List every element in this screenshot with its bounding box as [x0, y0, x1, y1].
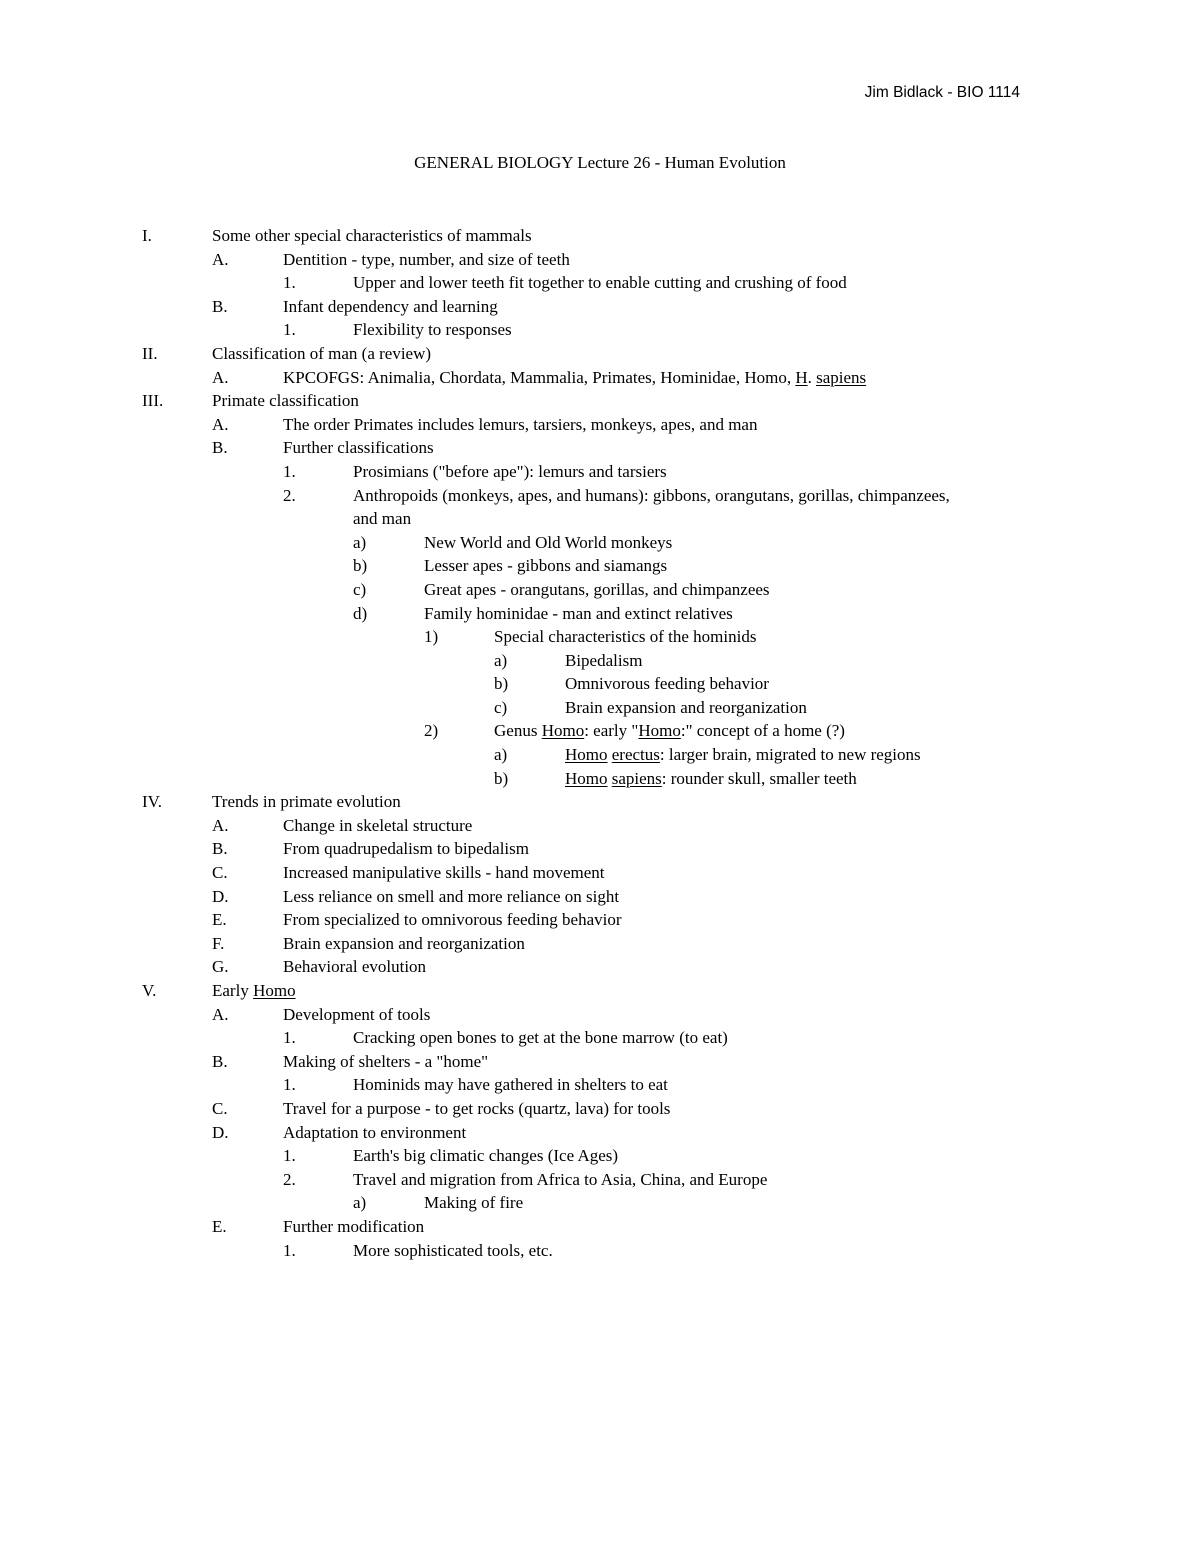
outline-item: [0, 719, 1200, 743]
outline-item-text: [424, 531, 672, 555]
outline-item: [0, 318, 1200, 342]
outline-item-text: [283, 436, 434, 460]
text-segment: Dentition - type, number, and size of teeth: [283, 249, 570, 269]
outline-item: [0, 578, 1200, 602]
text-segment: Further modification: [283, 1216, 425, 1236]
outline-item-text: [283, 248, 570, 272]
outline-item-label: 1.: [283, 1240, 296, 1260]
text-segment: Cracking open bones to get at the bone marrow (to eat): [353, 1028, 728, 1048]
text-segment: : larger brain, migrated to new regions: [659, 745, 921, 765]
outline-item-text: [565, 672, 769, 696]
outline-item-label: 2.: [283, 1169, 296, 1189]
outline-item-label: B.: [212, 438, 228, 458]
outline-item-label: c): [353, 579, 367, 599]
outline-item-label: C.: [212, 1098, 228, 1118]
outline-item-text: [212, 979, 296, 1003]
outline-item-label: 1.: [283, 1075, 296, 1095]
text-segment: : rounder skull, smaller teeth: [661, 768, 857, 788]
text-segment: and man: [353, 509, 412, 529]
text-segment: Family hominidae - man and extinct relatives: [424, 603, 733, 623]
text-segment: Upper and lower teeth fit together to enable cutting and crushing of food: [353, 273, 847, 293]
text-segment: Behavioral evolution: [283, 957, 427, 977]
outline-item: [0, 1003, 1200, 1027]
outline-item-text: [353, 484, 950, 508]
outline-item-label: 1.: [283, 273, 296, 293]
outline-item-text: [283, 1003, 430, 1027]
outline-item-text: [283, 1121, 466, 1145]
outline-item-text: [283, 1215, 424, 1239]
outline-item-label: B.: [212, 296, 228, 316]
outline-item-label: E.: [212, 910, 227, 930]
outline-item-text: [283, 1050, 488, 1074]
outline-item-label: E.: [212, 1216, 227, 1236]
outline-item-text: [283, 1097, 670, 1121]
document-title: GENERAL BIOLOGY Lecture 26 - Human Evolution: [414, 153, 786, 172]
outline-item-text: [565, 696, 807, 720]
underlined-term: Homo: [638, 721, 681, 741]
outline-item-text: [283, 366, 866, 390]
text-segment: Some other special characteristics of mammals: [212, 226, 532, 245]
text-segment: Making of fire: [424, 1193, 524, 1213]
outline-item-text: [353, 460, 667, 484]
outline-item-label: 2.: [283, 485, 296, 505]
text-segment: Hominids may have gathered in shelters to eat: [353, 1075, 668, 1095]
outline-item: [0, 885, 1200, 909]
text-segment: Less reliance on smell and more reliance on sight: [283, 886, 620, 906]
header-author-course: Jim Bidlack - BIO 1114: [864, 84, 1020, 101]
outline-item-label: A.: [212, 414, 229, 434]
outline-item: [0, 248, 1200, 272]
outline-item-label: b): [494, 768, 509, 788]
outline-item: [0, 602, 1200, 626]
text-segment: Further classifications: [283, 438, 434, 458]
outline-item-label: 1.: [283, 1028, 296, 1048]
outline-item: [0, 861, 1200, 885]
text-segment: Prosimians ("before ape"): lemurs and tarsiers: [353, 461, 667, 481]
outline-item: [0, 1168, 1200, 1192]
text-segment: From specialized to omnivorous feeding behavior: [283, 910, 622, 930]
outline-item-text: [424, 602, 733, 626]
outline-item-text: [565, 649, 642, 673]
outline-item-label: a): [494, 745, 508, 765]
outline-item-text: [424, 1191, 523, 1215]
outline-item-label: C.: [212, 863, 228, 883]
text-segment: Primate classification: [212, 391, 359, 411]
text-segment: Infant dependency and learning: [283, 296, 498, 316]
outline-item-text: [494, 625, 756, 649]
outline-item: [0, 1121, 1200, 1145]
outline-item: [0, 837, 1200, 861]
text-segment: New World and Old World monkeys: [424, 532, 673, 552]
text-segment: .: [807, 367, 817, 387]
outline-item-label: b): [353, 556, 368, 576]
outline-item: [0, 979, 1200, 1003]
outline-item-label: A.: [212, 1004, 229, 1024]
outline-item: [0, 814, 1200, 838]
outline-item-label: B.: [212, 839, 228, 859]
outline-item-text: [353, 318, 512, 342]
text-segment: Change in skeletal structure: [283, 815, 473, 835]
outline-item-label: V.: [142, 981, 157, 1000]
text-segment: More sophisticated tools, etc.: [353, 1240, 553, 1260]
outline-item-text: [212, 389, 359, 413]
outline-item-text: [424, 578, 770, 602]
outline-item: [0, 767, 1200, 791]
text-segment: Flexibility to responses: [353, 320, 512, 340]
outline-item: [0, 1050, 1200, 1074]
text-segment: Classification of man (a review): [212, 343, 432, 363]
underlined-term: sapiens: [816, 367, 867, 387]
text-segment: Special characteristics of the hominids: [494, 627, 757, 647]
outline-item: [0, 1073, 1200, 1097]
outline-item-label: II.: [142, 343, 158, 363]
outline-item: [0, 1215, 1200, 1239]
underlined-term: Homo: [565, 768, 608, 788]
outline-item-label: I.: [142, 226, 152, 245]
outline-item-label: III.: [142, 391, 164, 411]
text-segment: Earth's big climatic changes (Ice Ages): [353, 1146, 619, 1166]
outline-item-text: [353, 1073, 668, 1097]
underlined-term: Homo: [253, 981, 296, 1000]
outline-item-text: [565, 767, 857, 791]
outline-item: [0, 1191, 1200, 1215]
text-segment: Brain expansion and reorganization: [283, 933, 525, 953]
outline-item: [0, 1239, 1200, 1263]
text-segment: Making of shelters - a "home": [283, 1051, 489, 1071]
outline-item-text: [283, 885, 619, 909]
outline-item-label: A.: [212, 367, 229, 387]
text-segment: The order Primates includes lemurs, tarsiers, monkeys, apes, and man: [283, 414, 758, 434]
outline-item-label: G.: [212, 957, 229, 977]
outline-item: [0, 460, 1200, 484]
text-segment: : early ": [584, 721, 639, 741]
outline-item: [0, 908, 1200, 932]
outline-item: [0, 507, 1200, 531]
underlined-term: erectus: [611, 745, 660, 765]
outline-item-label: D.: [212, 1122, 229, 1142]
outline-item: [0, 932, 1200, 956]
outline-item-text: [353, 1026, 728, 1050]
outline-item: [0, 955, 1200, 979]
text-segment: Genus: [494, 721, 542, 741]
outline-item: [0, 342, 1200, 366]
outline-item-label: A.: [212, 249, 229, 269]
text-segment: From quadrupedalism to bipedalism: [283, 839, 529, 859]
outline-item-label: 2): [424, 721, 439, 741]
outline-item: [0, 484, 1200, 508]
outline-item-text: [353, 1144, 618, 1168]
outline-item: [0, 743, 1200, 767]
underlined-term: Homo: [565, 745, 608, 765]
outline-item-label: B.: [212, 1051, 228, 1071]
outline-item-label: d): [353, 603, 368, 623]
outline-item: [0, 436, 1200, 460]
text-segment: KPCOFGS: Animalia, Chordata, Mammalia, Primates, Hominidae, Homo,: [283, 367, 796, 387]
text-segment: Lesser apes - gibbons and siamangs: [424, 556, 668, 576]
outline-item: [0, 1144, 1200, 1168]
text-segment: Early: [212, 981, 254, 1000]
outline-item-text: [353, 1168, 767, 1192]
text-segment: Omnivorous feeding behavior: [565, 674, 769, 694]
outline-item: [0, 790, 1200, 814]
outline-item-text: [353, 1239, 553, 1263]
text-segment: Brain expansion and reorganization: [565, 697, 807, 717]
outline-item: [0, 366, 1200, 390]
outline-item-text: [283, 814, 472, 838]
outline-item: [0, 672, 1200, 696]
text-segment: Bipedalism: [565, 650, 643, 670]
outline-item-text: [494, 719, 845, 743]
outline-item: [0, 271, 1200, 295]
outline-item-text: [212, 342, 431, 366]
outline-item-text: [283, 413, 757, 437]
text-segment: Anthropoids (monkeys, apes, and humans): gibbons, orangutans, gorillas, chimpanzees,: [353, 485, 950, 505]
outline-item: [0, 389, 1200, 413]
outline-item-label: a): [494, 650, 508, 670]
text-segment: Adaptation to environment: [283, 1122, 467, 1142]
underlined-term: Homo: [541, 721, 585, 741]
outline-item-label: 1): [424, 627, 439, 647]
outline-item-label: a): [353, 1193, 367, 1213]
outline-item: [0, 224, 1200, 248]
outline-item: [0, 295, 1200, 319]
text-segment: :" concept of a home (?): [680, 721, 845, 741]
outline-item: [0, 1097, 1200, 1121]
outline-item-label: F.: [212, 933, 225, 953]
outline-item-label: c): [494, 697, 508, 717]
outline-item-text: [212, 790, 401, 814]
outline-item-label: 1.: [283, 461, 296, 481]
outline-item-text: [353, 271, 847, 295]
outline-item-text: [283, 837, 529, 861]
outline-item-label: A.: [212, 815, 229, 835]
text-segment: Travel and migration from Africa to Asia, China, and Europe: [353, 1169, 768, 1189]
underlined-term: sapiens: [611, 768, 662, 788]
outline-item-text: [424, 554, 667, 578]
outline-item-text: [283, 861, 605, 885]
outline-item-text: [565, 743, 921, 767]
text-segment: Trends in primate evolution: [212, 792, 401, 812]
outline-item-text: [283, 908, 622, 932]
outline-item-text: [283, 955, 426, 979]
text-segment: Travel for a purpose - to get rocks (quartz, lava) for tools: [283, 1098, 671, 1118]
outline-item-label: D.: [212, 886, 229, 906]
outline-item-text: [283, 932, 525, 956]
outline-item: [0, 413, 1200, 437]
outline-item: [0, 1026, 1200, 1050]
text-segment: Development of tools: [283, 1004, 431, 1024]
outline-item-text: [353, 507, 411, 531]
outline-item: [0, 649, 1200, 673]
outline-item-label: a): [353, 532, 367, 552]
lecture-outline: [0, 224, 1200, 1262]
underlined-term: H: [795, 367, 808, 387]
outline-item: [0, 696, 1200, 720]
outline-item: [0, 625, 1200, 649]
text-segment: Great apes - orangutans, gorillas, and chimpanzees: [424, 579, 770, 599]
outline-item-label: IV.: [142, 792, 162, 812]
outline-item: [0, 531, 1200, 555]
outline-item-label: b): [494, 674, 509, 694]
outline-item: [0, 554, 1200, 578]
outline-item-label: 1.: [283, 320, 296, 340]
outline-item-text: [212, 224, 532, 248]
outline-item-text: [283, 295, 498, 319]
text-segment: Increased manipulative skills - hand movement: [283, 863, 605, 883]
outline-item-label: 1.: [283, 1146, 296, 1166]
